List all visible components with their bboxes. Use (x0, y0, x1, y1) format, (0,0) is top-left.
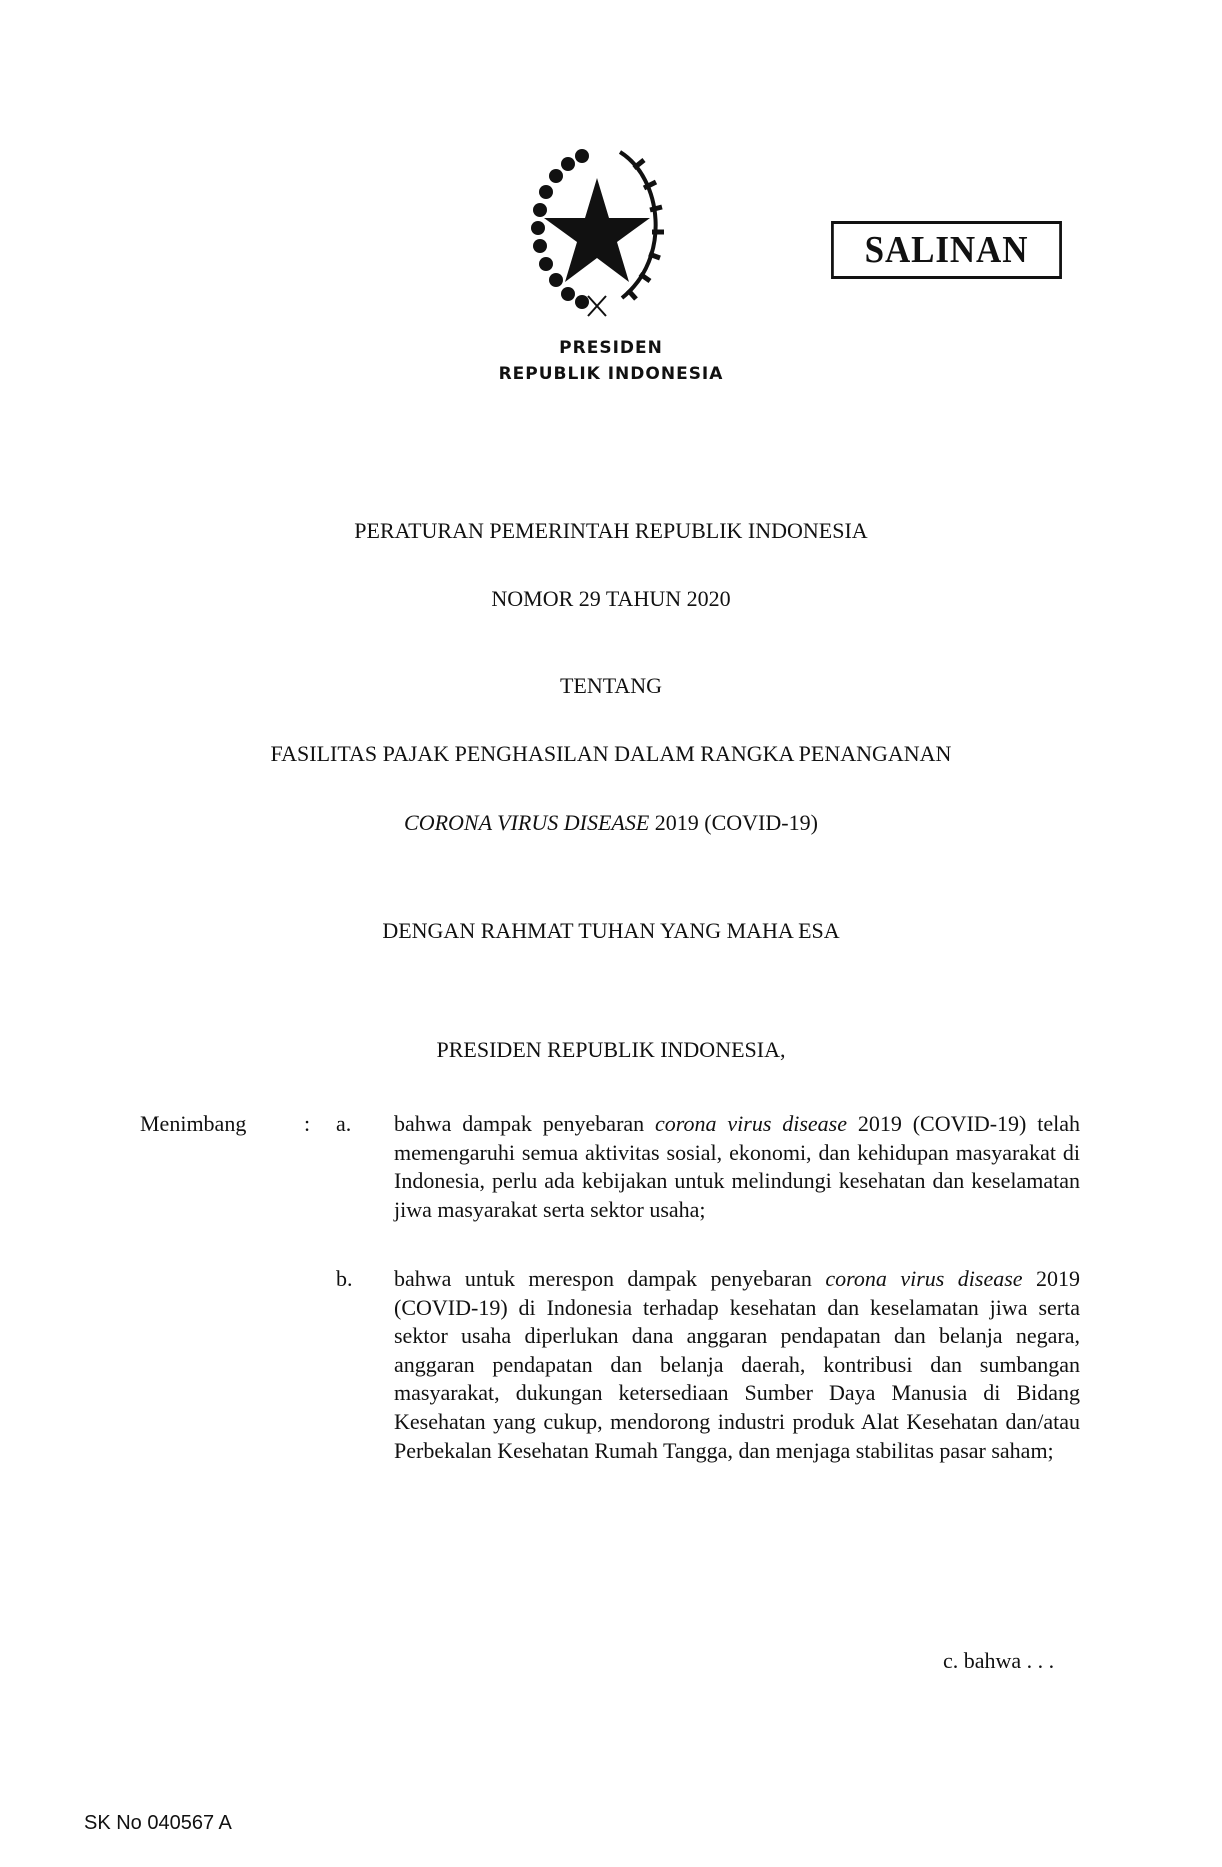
letterhead-line2: REPUBLIK INDONESIA (498, 364, 724, 384)
regulation-number: NOMOR 29 TAHUN 2020 (491, 586, 731, 611)
document-serial-number: SK No 040567 A (84, 1812, 232, 1834)
consideration-a (394, 1110, 1080, 1224)
letterhead-line1: PRESIDEN (559, 338, 663, 358)
regulation-subject-line2 (0, 810, 1222, 836)
text: 2019 (COVID-19) telah memengaruhi semua aktivitas sosial, ekonomi, dan kehidupan masyarakat di Indonesia, perlu ada kebijakan untuk melindungi kesehatan dan keselamatan jiwa masyarakat serta sektor usaha; (394, 1111, 1080, 1222)
text: bahwa untuk merespon dampak penyebaran (394, 1266, 826, 1291)
consideration-b (394, 1265, 1080, 1465)
regulation-subject-line1: FASILITAS PAJAK PENGHASILAN DALAM RANGKA PENANGANAN (270, 741, 952, 766)
item-marker-a: a. (336, 1111, 352, 1136)
italic-term: corona virus disease (825, 1266, 1023, 1291)
italic-term: corona virus disease (655, 1111, 848, 1136)
continuation-marker: c. bahwa . . . (943, 1648, 1055, 1673)
item-marker-b: b. (336, 1266, 353, 1291)
text: 2019 (COVID-19) di Indonesia terhadap kesehatan dan keselamatan jiwa serta sektor usaha diperlukan dana anggaran pendapatan dan belanja negara, anggaran pendapatan dan belanja daerah, kontribusi dan sumbangan masyarakat, dukungan ketersediaan Sumber Daya Manusia di Bidang Kesehatan yang cukup, mendorong industri produk Alat Kesehatan dan/atau Perbekalan Kesehatan Rumah Tangga, dan menjaga stabilitas pasar saham; (394, 1266, 1080, 1463)
stamp-text: SALINAN (864, 229, 1029, 271)
regulation-title: PERATURAN PEMERINTAH REPUBLIK INDONESIA (354, 518, 868, 543)
considerations-colon: : (304, 1111, 311, 1136)
salinan-stamp (831, 221, 1062, 279)
invocation: DENGAN RAHMAT TUHAN YANG MAHA ESA (382, 918, 840, 943)
star-icon (544, 178, 650, 282)
subject-rest: 2019 (COVID-19) (649, 810, 818, 835)
text: bahwa dampak penyebaran (394, 1111, 656, 1136)
considerations-label: Menimbang (140, 1111, 247, 1136)
issuer: PRESIDEN REPUBLIK INDONESIA, (436, 1037, 786, 1062)
italic-term: CORONA VIRUS DISEASE (404, 810, 650, 835)
regulation-about: TENTANG (559, 673, 663, 698)
presidential-seal-logo (522, 148, 672, 318)
